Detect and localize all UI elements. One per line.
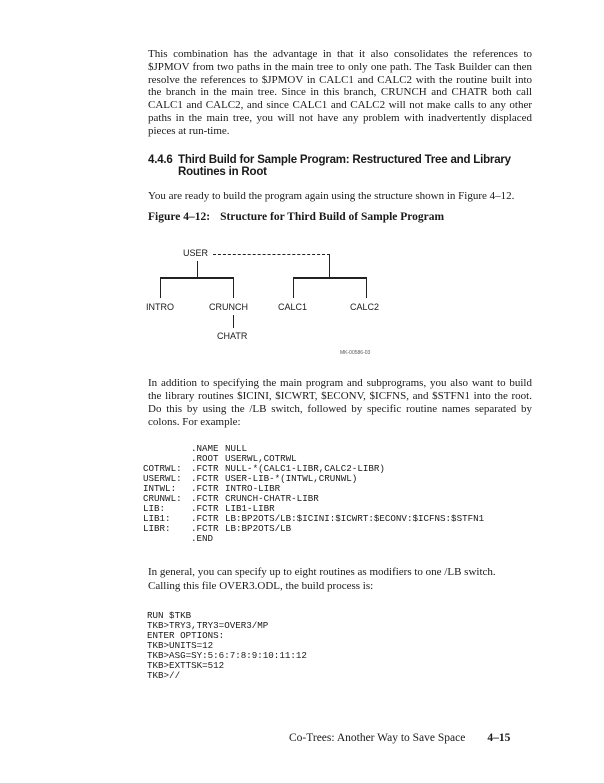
build-session-line: RUN $TKB [147, 610, 192, 622]
tree-line [160, 277, 161, 298]
odl-label: USERWL: [143, 472, 182, 484]
section-title-line2: Routines in Root [178, 166, 267, 179]
build-session-line: TKB>ASG=SY:5:6:7:8:9:10:11:12 [147, 650, 307, 662]
odl-label: LIBR: [143, 522, 171, 534]
odl-label: LIB1: [143, 512, 171, 524]
footer-chapter-title: Co-Trees: Another Way to Save Space [289, 732, 466, 744]
paragraph-lb-limit: In general, you can specify up to eight routines as modifiers to one /LB switch. [148, 565, 496, 578]
paragraph-build-intro: Calling this file OVER3.ODL, the build process is: [148, 580, 374, 593]
tree-line [293, 277, 294, 298]
tree-line [233, 315, 234, 328]
tree-line [197, 261, 198, 278]
node-chatr: CHATR [217, 331, 248, 342]
odl-directive: .FCTR [191, 512, 219, 524]
build-session-line: ENTER OPTIONS: [147, 630, 225, 642]
page-footer [0, 711, 604, 783]
node-calc1: CALC1 [278, 302, 308, 313]
dashed-link [213, 254, 330, 255]
node-calc2: CALC2 [350, 302, 380, 313]
figure-code-id: MK-00586-03 [340, 350, 371, 357]
figure-title: Structure for Third Build of Sample Program [220, 211, 445, 224]
odl-listing [143, 444, 604, 544]
odl-label [143, 534, 191, 544]
odl-args: INTRO-LIBR [225, 482, 281, 494]
build-session-line: TKB>UNITS=12 [147, 640, 214, 652]
node-intro: INTRO [146, 302, 174, 313]
section-heading-row [148, 166, 604, 179]
odl-directive: .NAME [191, 442, 219, 454]
odl-label: LIB: [143, 502, 166, 514]
odl-args: NULL [225, 442, 248, 454]
odl-args: NULL-*(CALC1-LIBR,CALC2-LIBR) [225, 462, 385, 474]
section-number: 4.4.6 [148, 153, 173, 166]
odl-args: LB:BP2OTS/LB:$ICINI:$ICWRT:$ECONV:$ICFNS:$STFN1 [225, 512, 485, 524]
odl-line [143, 534, 604, 544]
odl-directive: .FCTR [191, 502, 219, 514]
section-heading-row [148, 154, 604, 167]
footer-page-number: 4–15 [487, 732, 511, 744]
build-session-line: TKB>EXTTSK=512 [147, 660, 225, 672]
paragraph-library-routines: In addition to specifying the main program and subprograms, you also want to build the library routines $ICINI, $ICWRT, $ECONV, $ICFNS, and $STFN1 into the root. Do this by using the /LB switch, followed by specific routine names separated by colons. For example: [148, 377, 532, 428]
odl-directive: .ROOT [191, 452, 219, 464]
section-title-line1: Third Build for Sample Program: Restructured Tree and Library [178, 153, 511, 166]
build-session [147, 611, 604, 681]
figure-label: Figure 4–12: [148, 211, 211, 224]
odl-label: CRUNWL: [143, 492, 182, 504]
odl-args: LB:BP2OTS/LB [225, 522, 292, 534]
odl-label: INTWL: [143, 482, 177, 494]
odl-directive: .FCTR [191, 462, 219, 474]
tree-diagram [0, 225, 604, 361]
odl-args: USER-LIB-*(INTWL,CRUNWL) [225, 472, 358, 484]
odl-directive: .FCTR [191, 492, 219, 504]
tree-line [293, 277, 367, 278]
odl-args: LIB1-LIBR [225, 502, 275, 514]
odl-directive: .FCTR [191, 472, 219, 484]
odl-args: CRUNCH-CHATR-LIBR [225, 492, 319, 504]
figure-caption [148, 210, 604, 225]
build-session-line: TKB>// [147, 670, 181, 682]
section-number-indent [148, 166, 178, 179]
node-crunch: CRUNCH [209, 302, 248, 313]
tree-line [160, 277, 234, 278]
paragraph-ready-to-build: You are ready to build the program again using the structure shown in Figure 4–12. [148, 189, 515, 202]
node-user: USER [183, 248, 209, 259]
odl-args: USERWL,COTRWL [225, 452, 297, 464]
tree-line [366, 277, 367, 298]
odl-directive: .FCTR [191, 522, 219, 534]
build-session-line: TKB>TRY3,TRY3=OVER3/MP [147, 620, 269, 632]
odl-directive: .FCTR [191, 482, 219, 494]
tree-line [329, 254, 330, 278]
odl-label: COTRWL: [143, 462, 182, 474]
odl-label [143, 444, 191, 454]
section-heading [148, 154, 604, 179]
odl-directive: .END [191, 532, 214, 544]
tree-line [233, 277, 234, 298]
paragraph-co-tree-advantage: This combination has the advantage in that it also consolidates the references to $JPMOV from two paths in the main tree to only one path. The Task Builder can then resolve the references to $JPMOV in CALC1 and CALC2 with the routine built into the branch in the main tree. Since in this branch, CRUNCH and CHATR both call CALC1 and CALC2, and since CALC1 and CALC2 will not make calls to any other paths in the main tree, you will not have any problem with inadvertently displaced pieces at run-time. [148, 48, 532, 137]
